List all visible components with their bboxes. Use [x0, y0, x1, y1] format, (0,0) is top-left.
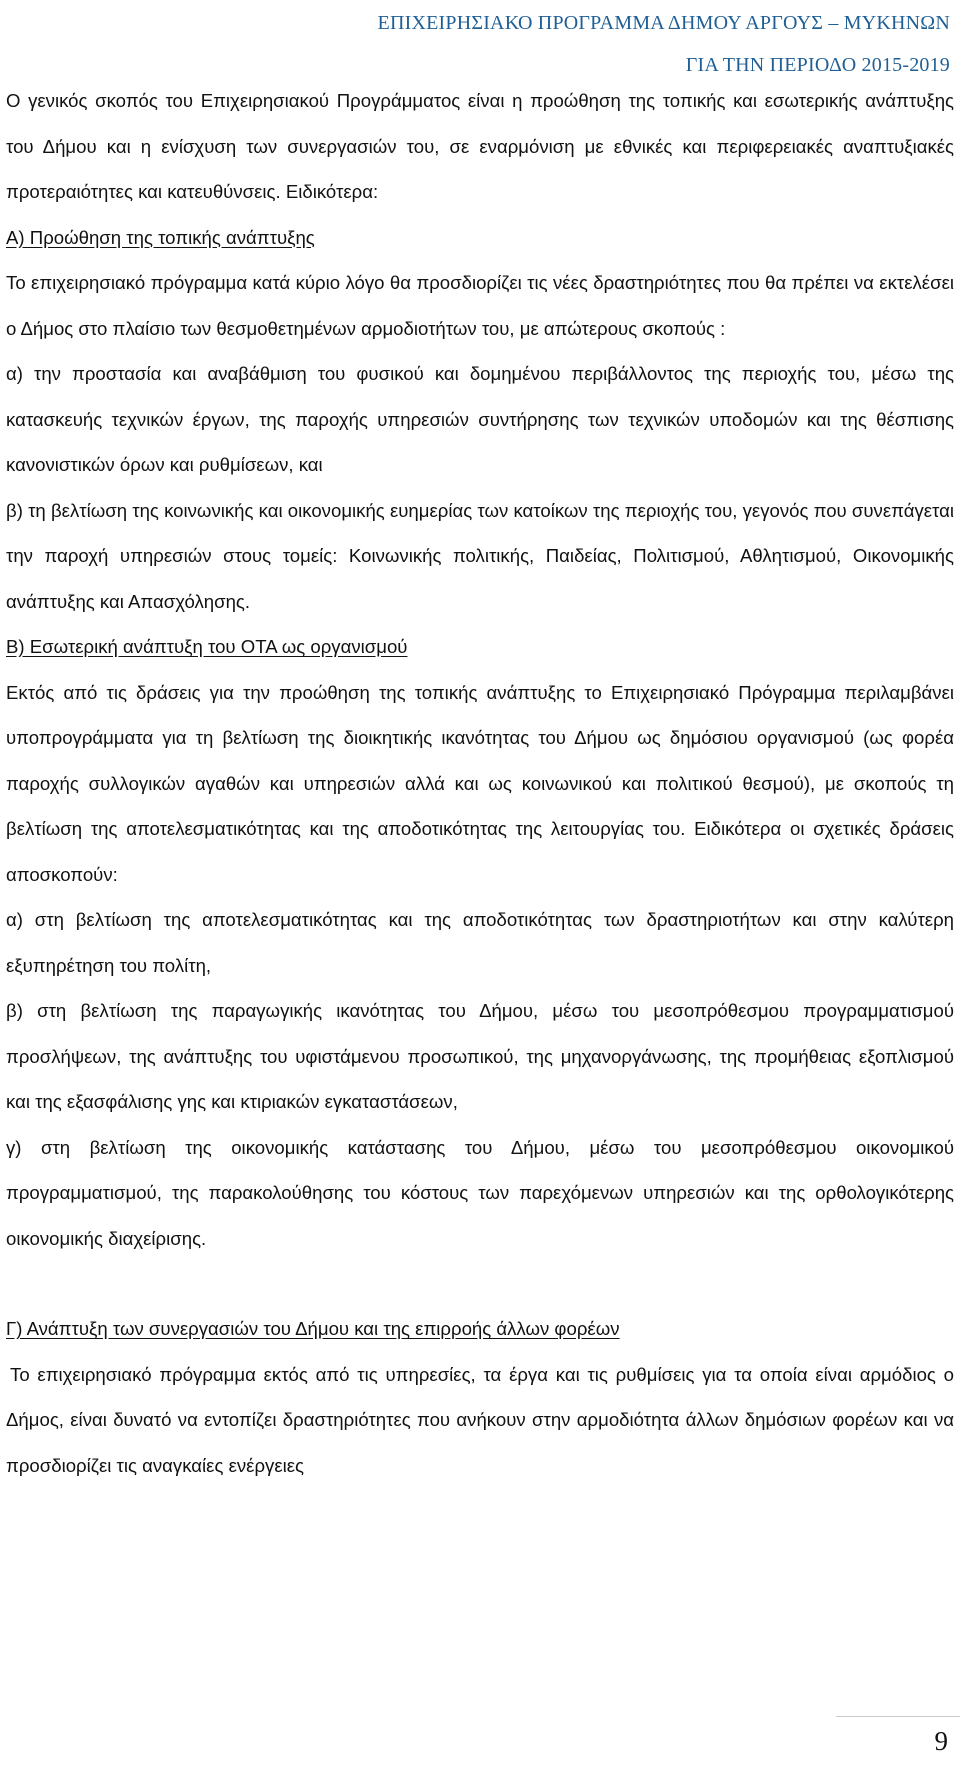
footer-rule	[836, 1716, 960, 1717]
document-body	[6, 78, 954, 1488]
section-a-item-a: α) την προστασία και αναβάθμιση του φυσικού και δομημένου περιβάλλοντος της περιοχής του, μέσω της κατασκευής τεχνικών έργων, της παροχής υπηρεσιών συντήρησης των τεχνικών υποδομών και της θέσπισης κανονιστικών όρων και ρυθμίσεων, και	[6, 363, 954, 475]
section-c-heading: Γ) Ανάπτυξη των συνεργασιών του Δήμου και της επιρροής άλλων φορέων	[6, 1318, 620, 1339]
document-header	[378, 4, 950, 84]
section-b-paragraph: Εκτός από τις δράσεις για την προώθηση της τοπικής ανάπτυξης το Επιχειρησιακό Πρόγραμμα περιλαμβάνει υποπρογράμματα για τη βελτίωση της διοικητικής ικανότητας του Δήμου ως δημόσιου οργανισμού (ως φορέα παροχής συλλογικών αγαθών και υπηρεσιών αλλά και ως κοινωνικού και πολιτικού θεσμού), με σκοπούς τη βελτίωση της αποτελεσματικότητας και της αποδοτικότητας της λειτουργίας του. Ειδικότερα οι σχετικές δράσεις αποσκοπούν:	[6, 681, 954, 885]
section-a-paragraph: Το επιχειρησιακό πρόγραμμα κατά κύριο λόγο θα προσδιορίζει τις νέες δραστηριότητες που θα πρέπει να εκτελέσει ο Δήμος στο πλαίσιο των θεσμοθετημένων αρμοδιοτήτων του, με απώτερους σκοπούς :	[6, 272, 954, 339]
section-b-item-b: β) στη βελτίωση της παραγωγικής ικανότητας του Δήμου, μέσω του μεσοπρόθεσμου προγραμματισμού προσλήψεων, της ανάπτυξης του υφιστάμενου προσωπικού, της μηχανοργάνωσης, της προμήθειας εξοπλισμού και της εξασφάλισης γης και κτιριακών εγκαταστάσεων,	[6, 1000, 954, 1112]
section-b-item-c: γ) στη βελτίωση της οικονομικής κατάστασης του Δήμου, μέσω του μεσοπρόθεσμου οικονομικού προγραμματισμού, της παρακολούθησης του κόστους των παρεχόμενων υπηρεσιών και της ορθολογικότερης οικονομικής διαχείρισης.	[6, 1136, 954, 1249]
header-title: ΕΠΙΧΕΙΡΗΣΙΑΚΟ ΠΡΟΓΡΑΜΜΑ ΔΗΜΟΥ ΑΡΓΟΥΣ – ΜΥΚΗΝΩΝ	[377, 12, 950, 34]
section-a-item-b: β) τη βελτίωση της κοινωνικής και οικονομικής ευημερίας των κατοίκων της περιοχής του, γεγονός που συνεπάγεται την παροχή υπηρεσιών στους τομείς: Κοινωνικής πολιτικής, Παιδείας, Πολιτισμού, Αθλητισμού, Οικονομικής ανάπτυξης και Απασχόλησης.	[6, 499, 954, 612]
page-number: 9	[934, 1726, 948, 1756]
header-period: ΓΙΑ ΤΗΝ ΠΕΡΙΟΔΟ 2015-2019	[685, 54, 950, 76]
intro-paragraph: Ο γενικός σκοπός του Επιχειρησιακού Προγράμματος είναι η προώθηση της τοπικής και εσωτερικής ανάπτυξης του Δήμου και η ενίσχυση των συνεργασιών του, σε εναρμόνιση με εθνικές και περιφερειακές αναπτυξιακές προτεραιότητες και κατευθύνσεις. Ειδικότερα:	[6, 90, 954, 202]
section-a-heading: Α) Προώθηση της τοπικής ανάπτυξης	[6, 226, 315, 248]
section-b-heading: Β) Εσωτερική ανάπτυξη του ΟΤΑ ως οργανισμού	[6, 636, 408, 657]
section-b-item-a: α) στη βελτίωση της αποτελεσματικότητας και της αποδοτικότητας των δραστηριοτήτων και στην καλύτερη εξυπηρέτηση του πολίτη,	[6, 909, 954, 976]
section-c-paragraph: Το επιχειρησιακό πρόγραμμα εκτός από τις υπηρεσίες, τα έργα και τις ρυθμίσεις για τα οποία είναι αρμόδιος ο Δήμος, είναι δυνατό να εντοπίζει δραστηριότητες που ανήκουν στην αρμοδιότητα άλλων δημόσιων φορέων και να προσδιορίζει τις αναγκαίες ενέργειες	[6, 1363, 954, 1476]
section-spacer	[6, 1261, 954, 1306]
